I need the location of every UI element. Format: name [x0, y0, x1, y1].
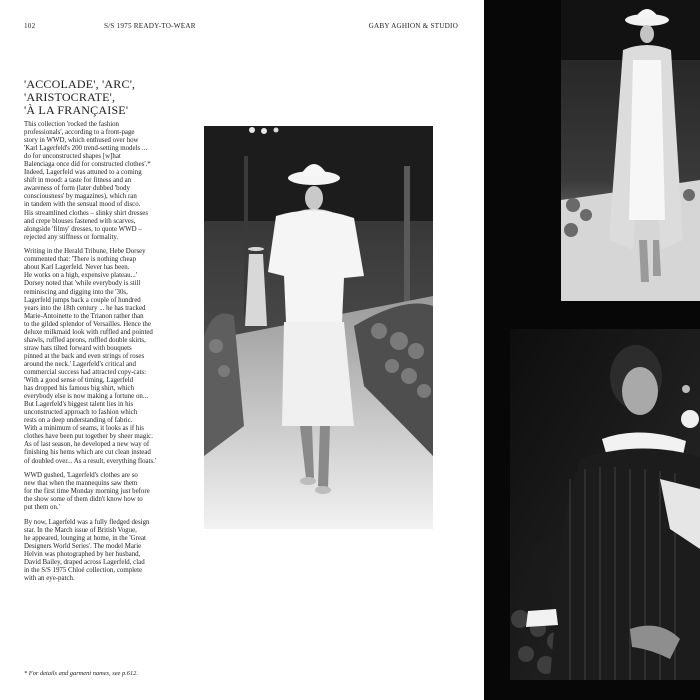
body-line: deluxe milkmaid look with ruffled and pointed: [24, 328, 153, 336]
body-paragraph: [24, 121, 196, 242]
body-line: Writing in the Herald Tribune, Hebe Dorsey: [24, 248, 146, 256]
body-line: about Karl Lagerfeld. Never has been.: [24, 264, 130, 272]
runway-photo-trench-coat: [561, 0, 700, 301]
article-headline: [24, 78, 194, 117]
body-line: the show some of them didn't know how to: [24, 496, 143, 504]
headline-line: 'À LA FRANÇAISE': [24, 103, 129, 117]
body-line: Dorsey noted that 'while everybody is still: [24, 280, 141, 288]
body-line: star. In the March issue of British Vogue,: [24, 527, 137, 535]
body-line: clothes have been put together by sheer magic.: [24, 433, 153, 441]
article-body: [24, 121, 196, 590]
body-line: in the S/S 1975 Chloé collection, complete: [24, 567, 143, 575]
body-line: rejected any stiffness or formality.: [24, 233, 119, 241]
body-line: rests on a deep understanding of fabric.: [24, 417, 133, 425]
body-line: years into the 18th century ... he has tracked: [24, 304, 146, 312]
body-line: He works on a high, expensive plateau...': [24, 272, 137, 280]
body-line: Balenciaga once did for constructed clothes'.*: [24, 161, 151, 169]
body-line: Helvin was photographed by her husband,: [24, 551, 141, 559]
body-line: awareness of form (later dubbed 'body: [24, 185, 130, 193]
body-line: put them on.': [24, 504, 60, 512]
body-line: WWD gushed, 'Lagerfeld's clothes are so: [24, 472, 138, 480]
running-head-studio: GABY AGHION & STUDIO: [368, 22, 458, 30]
body-line: Indeed, Lagerfeld was attuned to a coming: [24, 169, 142, 177]
page-number: 102: [24, 22, 36, 30]
body-line: commented that: 'There is nothing cheap: [24, 256, 137, 264]
body-line: By now, Lagerfeld was a fully fledged design: [24, 518, 150, 526]
body-line: has dropped his famous big shirt, which: [24, 385, 135, 393]
headline-line: 'ARISTOCRATE',: [24, 90, 116, 104]
body-line: professionals', according to a front-page: [24, 129, 135, 137]
body-paragraph: [24, 519, 196, 583]
body-line: and crepe blouses fastened with scarves,: [24, 217, 136, 225]
body-line: shawls, ruffled aprons, ruffled double skirts,: [24, 336, 146, 344]
body-line: commercial success had attracted copy-cats:: [24, 369, 147, 376]
body-line: story in WWD, which enthused over how: [24, 137, 139, 145]
body-line: As of last season, he developed a new way of: [24, 441, 150, 449]
runway-photo-straw-hat: [204, 126, 433, 529]
body-line: straw hats tilted forward with bouquets: [24, 344, 132, 352]
body-line: David Bailey, draped across Lagerfeld, clad: [24, 559, 145, 567]
body-line: with an eye-patch.: [24, 575, 75, 583]
body-line: Lagerfeld jumps back a couple of hundred: [24, 296, 141, 304]
body-line: With a minimum of seams, it looks as if his: [24, 425, 144, 433]
body-line: pinned at the back and even strings of roses: [24, 352, 145, 360]
body-line: reminiscing and digging into the '30s,: [24, 288, 128, 296]
body-line: do for unconstructed shapes [w]hat: [24, 153, 121, 161]
body-line: shift in mood: a taste for fitness and an: [24, 177, 132, 185]
body-line: Designers World Series'. The model Marie: [24, 543, 142, 551]
body-line: new that when the mannequins saw them: [24, 480, 138, 488]
body-line: His streamlined clothes – slinky shirt dresses: [24, 209, 149, 217]
body-line: This collection 'rocked the fashion: [24, 121, 120, 128]
running-head-season: S/S 1975 READY-TO-WEAR: [104, 22, 196, 30]
body-line: finishing his hems which are cut clean instead: [24, 449, 151, 457]
body-line: unconstructed approach to fashion which: [24, 409, 138, 417]
portrait-photo-ruffled-collar: [510, 329, 700, 680]
body-line: consciousness' by magazines), which ran: [24, 193, 137, 201]
body-line: But Lagerfeld's biggest talent lies in his: [24, 401, 134, 409]
body-line: for the first time Monday morning just before: [24, 488, 150, 496]
body-line: in tandem with the sensual mood of disco.: [24, 201, 141, 209]
footnote: * For details and garment names, see p.612.: [24, 670, 138, 677]
body-line: alongside 'filmy' dresses, to quote WWD –: [24, 225, 142, 233]
body-line: Marie-Antoinette to the Trianon rather than: [24, 312, 144, 320]
headline-line: 'ACCOLADE', 'ARC',: [24, 77, 136, 91]
body-line: he appeared, lounging at home, in the 'Great: [24, 535, 146, 543]
body-line: of doubled over... As a result, everything floats.': [24, 457, 157, 465]
body-line: 'Karl Lagerfeld's 200 trend-setting models ...: [24, 145, 148, 153]
body-line: to the gilded splendor of Versailles. Hence the: [24, 320, 151, 328]
body-line: everybody else is now making a fortune on...: [24, 393, 149, 401]
body-line: around the neck.' Lagerfeld's critical and: [24, 360, 136, 368]
body-line: 'With a good sense of timing, Lagerfeld: [24, 377, 134, 385]
body-paragraph: [24, 472, 196, 512]
body-paragraph: [24, 248, 196, 465]
